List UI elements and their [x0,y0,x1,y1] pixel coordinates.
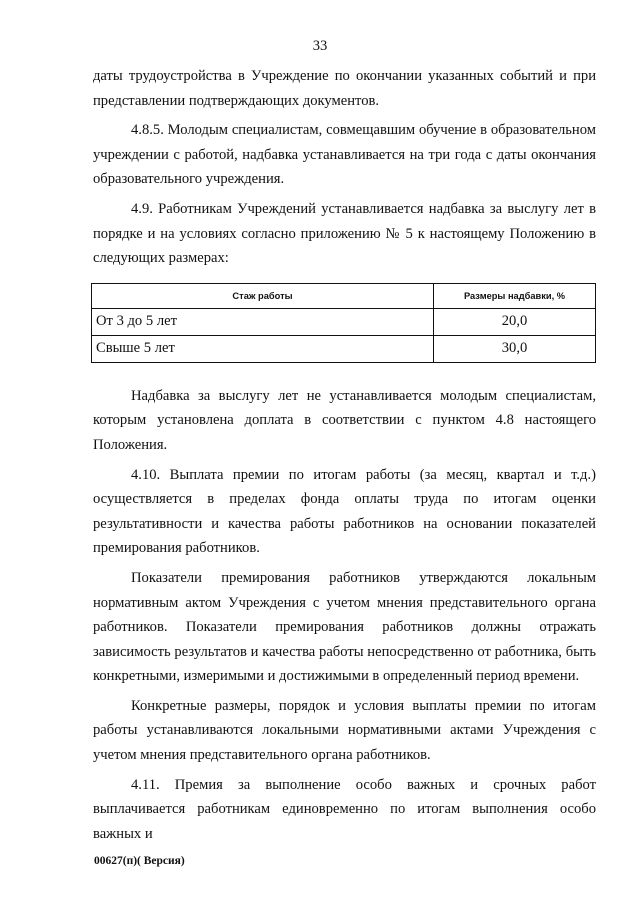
paragraph-continuation: даты трудоустройства в Учреждение по окончании указанных событий и при представлении подтверждающих документов. [93,68,596,109]
document-body [93,64,596,846]
seniority-cell: От 3 до 5 лет [92,308,434,335]
table-row [92,335,596,362]
paragraph-4-11: 4.11. Премия за выполнение особо важных и срочных работ выплачивается работникам единовременно по итогам выполнения особо важных и [93,776,596,842]
table-header-row [92,283,596,308]
paragraph-seniority-note: Надбавка за выслугу лет не устанавливается молодым специалистам, которым установлена доплата в соответствии с пунктом 4.8 настоящего Положения. [93,387,596,453]
column-header-seniority: Стаж работы [92,283,434,308]
bonus-value-cell: 30,0 [434,335,596,362]
paragraph-bonus-terms: Конкретные размеры, порядок и условия выплаты премии по итогам работы устанавливаются локальными нормативными актами Учреждения с учетом мнения представительного органа работников. [93,697,596,764]
seniority-bonus-table [91,283,596,363]
paragraph-4-10: 4.10. Выплата премии по итогам работы (за месяц, квартал и т.д.) осуществляется в пределах фонда оплаты труда по итогам оценки результативности и качества работы работников на основании показателей премирования работников. [93,466,596,557]
paragraph-bonus-indicators: Показатели премирования работников утверждаются локальным нормативным актом Учреждения с учетом мнения представительного органа работников. Показатели премирования работников должны отражать зависимость результатов и качества работы непосредственно от работника, быть конкретными, измеримыми и достижимыми в определенный период времени. [93,569,596,685]
paragraph-4-9: 4.9. Работникам Учреждений устанавливается надбавка за выслугу лет в порядке и на условиях согласно приложению № 5 к настоящему Положению в следующих размерах: [93,200,596,267]
seniority-cell: Свыше 5 лет [92,335,434,362]
document-footer-code: 00627(п)( Версия) [94,855,185,867]
bonus-value-cell: 20,0 [434,308,596,335]
column-header-bonus-size: Размеры надбавки, % [434,283,596,308]
paragraph-4-8-5: 4.8.5. Молодым специалистам, совмещавшим обучение в образовательном учреждении с работой, надбавка устанавливается на три года с даты окончания образовательного учреждения. [93,122,596,188]
table-row [92,308,596,335]
page-number: 33 [312,38,328,54]
